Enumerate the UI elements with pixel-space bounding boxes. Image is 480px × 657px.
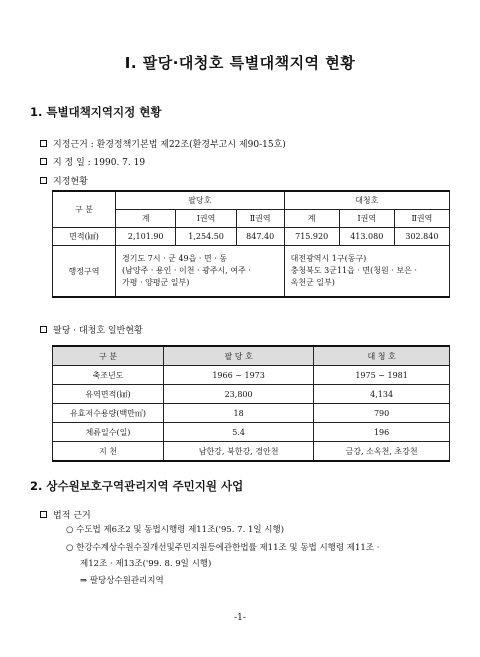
header-zone2: Ⅱ권역 (236, 210, 284, 228)
designation-table (52, 190, 450, 298)
item-designation-date: 지 정 일 : 1990. 7. 19 (40, 155, 145, 168)
area-value: 2,101.90 (116, 228, 176, 246)
header-zone2: Ⅱ권역 (394, 210, 449, 228)
section2-heading: 2. 상수원보호구역관리지역 주민지원 사업 (30, 479, 244, 493)
item-designation-status: 지정현황 (40, 174, 88, 187)
general-status-table (52, 345, 450, 462)
admin-daecheong: 대전광역시 1구(동구) 충청북도 3군11읍 · 면(청원 · 보은 · 옥천군 일부) (284, 246, 449, 298)
header-zone1: Ⅰ권역 (339, 210, 394, 228)
admin-paldang: 경기도 7시 · 군 49읍 · 면 · 동 (남양주 · 용인 · 이천 · 광주시, 여주 · 가평 · 양평군 일부) (116, 246, 285, 298)
checkbox-icon (40, 177, 47, 184)
table-row: 체류일수(일) 5.4 196 (53, 423, 450, 442)
table2-header: 팔 당 호 (164, 346, 314, 366)
header-total: 계 (116, 210, 176, 228)
area-value: 847.40 (236, 228, 284, 246)
table-row: 축조년도 1966 ~ 1973 1975 ~ 1981 (53, 366, 450, 385)
table2-header: 구 분 (53, 346, 164, 366)
item-legal-basis-2: 법적 근거 (40, 508, 91, 521)
header-paldang: 팔당호 (116, 191, 285, 210)
checkbox-icon (40, 511, 47, 518)
header-zone1: Ⅰ권역 (176, 210, 236, 228)
table-row: 지 천 남한강, 북한강, 경안천 금강, 소옥천, 초강천 (53, 442, 450, 462)
row-admin-label: 행정구역 (53, 246, 116, 298)
table-row: 유효저수용량(백만㎥) 18 790 (53, 404, 450, 423)
section1-heading: 1. 특별대책지역지정 현황 (30, 105, 162, 119)
header-gubun: 구 분 (53, 191, 116, 228)
bullet-han-river-act-cont: 제12조 · 제13조('99. 8. 9일 시행) (80, 559, 212, 569)
table2-header: 대 청 호 (314, 346, 450, 366)
page-title: Ⅰ. 팔당·대청호 특별대책지역 현황 (124, 54, 356, 72)
area-value: 413.080 (339, 228, 394, 246)
checkbox-icon (40, 140, 47, 147)
bullet-water-supply-act: ○ 수도법 제6조2 및 동법시행령 제11조('95. 7. 1일 시행) (66, 525, 285, 535)
item-general-status: 팔당 · 대청호 일반현황 (40, 323, 143, 336)
page-number: -1- (234, 613, 246, 623)
area-value: 1,254.50 (176, 228, 236, 246)
checkbox-icon (40, 158, 47, 165)
area-value: 715.920 (284, 228, 339, 246)
arrow-paldang-area: ⇒ 팔당상수원관리지역 (80, 576, 164, 586)
header-total: 계 (284, 210, 339, 228)
table-row: 유역면적(㎢) 23,800 4,134 (53, 385, 450, 404)
row-area-label: 면적(㎢) (53, 228, 116, 246)
area-value: 302.840 (394, 228, 449, 246)
header-daecheong: 대청호 (284, 191, 449, 210)
item-legal-basis: 지정근거 : 환경정책기본법 제22조(환경부고시 제90-15호) (40, 137, 286, 150)
bullet-han-river-act: ○ 한강수계상수원수질개선및주민지원등에관한법률 제11조 및 동법 시행령 제11조 · (66, 543, 380, 553)
checkbox-icon (40, 326, 47, 333)
